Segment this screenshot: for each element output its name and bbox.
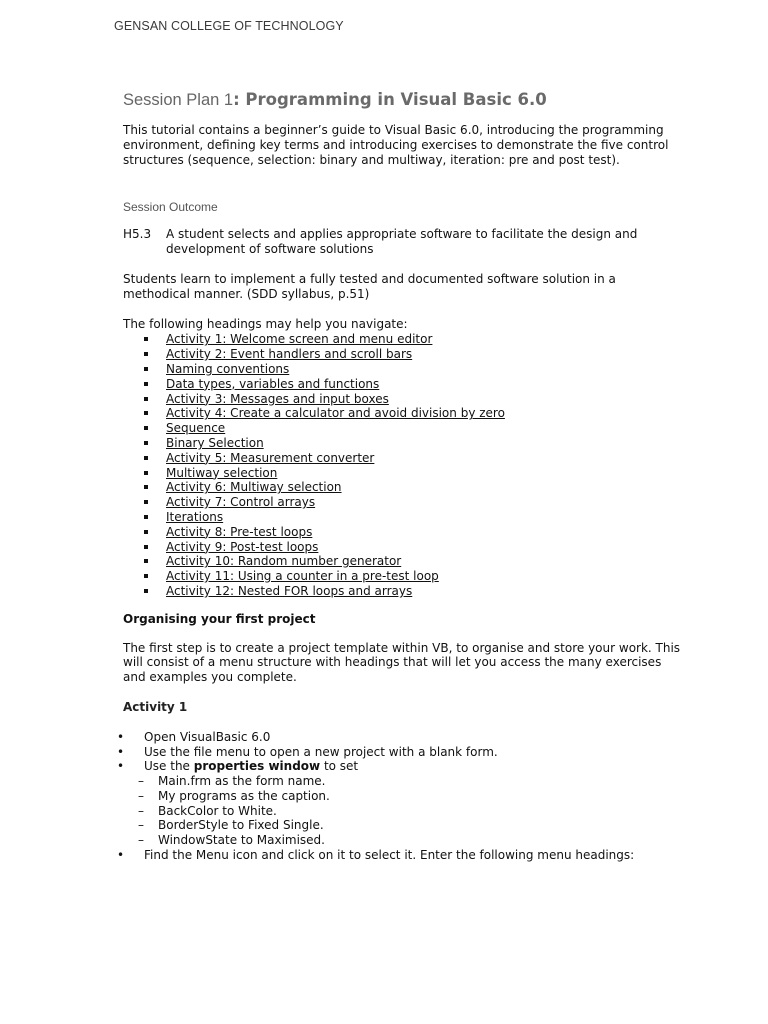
substep-text: BorderStyle to Fixed Single. — [158, 818, 324, 833]
substep-text: WindowState to Maximised. — [158, 833, 325, 848]
toc-link[interactable]: Activity 3: Messages and input boxes — [166, 391, 389, 406]
square-bullet-icon — [123, 406, 166, 421]
toc-link[interactable]: Activity 7: Control arrays — [166, 495, 316, 510]
toc-item — [123, 451, 683, 466]
page-title — [123, 88, 683, 112]
dash-icon: – — [138, 774, 144, 789]
bullet-icon: • — [117, 848, 125, 863]
toc-link[interactable]: Activity 4: Create a calculator and avoid division by zero — [166, 406, 505, 421]
organising-heading: Organising your first project — [123, 611, 316, 626]
square-bullet-icon — [123, 451, 166, 466]
toc-link[interactable]: Activity 10: Random number generator — [166, 554, 402, 569]
square-bullet-icon — [123, 332, 166, 347]
activity1-steps — [117, 730, 683, 863]
substep-item — [138, 774, 683, 789]
students-paragraph: Students learn to implement a fully tested and documented software solution in a methodical manner. (SDD syllabus, p.51) — [123, 271, 616, 301]
toc-link[interactable]: Activity 5: Measurement converter — [166, 450, 375, 465]
toc-link[interactable]: Data types, variables and functions — [166, 376, 380, 391]
toc-item — [123, 377, 683, 392]
substep-list — [117, 774, 683, 848]
substep-text: My programs as the caption. — [158, 788, 330, 803]
square-bullet-icon — [123, 421, 166, 436]
toc-item — [123, 554, 683, 569]
title-main: : Programming in Visual Basic 6.0 — [233, 90, 547, 109]
square-bullet-icon — [123, 436, 166, 451]
step-item — [117, 848, 683, 863]
bullet-icon: • — [117, 744, 125, 759]
substep-item — [138, 833, 683, 848]
dash-icon: – — [138, 803, 144, 818]
substep-text: BackColor to White. — [158, 803, 277, 818]
outcome-text: A student selects and applies appropriate software to facilitate the design and development of software solutions — [166, 227, 638, 257]
square-bullet-icon — [123, 584, 166, 599]
toc-link[interactable]: Activity 1: Welcome screen and menu editor — [166, 332, 433, 347]
toc-item — [123, 480, 683, 495]
bullet-icon: • — [117, 729, 125, 744]
step-text: Find the Menu icon and click on it to select it. Enter the following menu headings: — [144, 848, 635, 863]
step-text-pre: Use the — [144, 759, 194, 774]
toc-link[interactable]: Activity 9: Post-test loops — [166, 539, 319, 554]
organising-paragraph: The first step is to create a project template within VB, to organise and store your work. This will consist of a menu structure with headings that will let you access the many exercises and examples you complete. — [123, 640, 681, 685]
toc-item — [123, 347, 683, 362]
step-text — [144, 759, 358, 774]
dash-icon: – — [138, 833, 144, 848]
square-bullet-icon — [123, 392, 166, 407]
square-bullet-icon — [123, 347, 166, 362]
toc-item — [123, 510, 683, 525]
bullet-icon: • — [117, 759, 125, 774]
toc-item — [123, 392, 683, 407]
title-prefix: Session Plan 1 — [123, 91, 234, 109]
substep-item — [138, 789, 683, 804]
square-bullet-icon — [123, 540, 166, 555]
square-bullet-icon — [123, 525, 166, 540]
square-bullet-icon — [123, 510, 166, 525]
toc-item — [123, 466, 683, 481]
toc-item — [123, 525, 683, 540]
toc-link[interactable]: Activity 12: Nested FOR loops and arrays — [166, 583, 413, 598]
outcome-item — [123, 227, 683, 257]
outcome-code: H5.3 — [123, 227, 152, 242]
dash-icon: – — [138, 818, 144, 833]
square-bullet-icon — [123, 362, 166, 377]
square-bullet-icon — [123, 466, 166, 481]
square-bullet-icon — [123, 569, 166, 584]
toc-link[interactable]: Activity 8: Pre-test loops — [166, 524, 313, 539]
step-item — [117, 745, 683, 760]
toc-link[interactable]: Binary Selection — [166, 435, 264, 450]
substep-item — [138, 818, 683, 833]
step-text: Open VisualBasic 6.0 — [144, 729, 271, 744]
square-bullet-icon — [123, 480, 166, 495]
intro-paragraph: This tutorial contains a beginner’s guide to Visual Basic 6.0, introducing the programming environment, defining key terms and introducing exercises to demonstrate the five control structures (sequence, selection: binary and multiway, iteration: pre and post test). — [123, 123, 669, 167]
toc-link[interactable]: Iterations — [166, 509, 224, 524]
toc-link[interactable]: Activity 6: Multiway selection — [166, 480, 342, 495]
toc-link[interactable]: Sequence — [166, 421, 226, 436]
toc-item — [123, 421, 683, 436]
toc-item — [123, 495, 683, 510]
org-header: GENSAN COLLEGE OF TECHNOLOGY — [114, 19, 344, 33]
toc-item — [123, 362, 683, 377]
square-bullet-icon — [123, 495, 166, 510]
step-item — [117, 759, 683, 774]
step-item — [117, 730, 683, 745]
step-text: Use the file menu to open a new project with a blank form. — [144, 744, 498, 759]
session-outcome-heading: Session Outcome — [123, 200, 218, 215]
toc-list — [123, 332, 683, 598]
activity1-heading: Activity 1 — [123, 699, 188, 714]
square-bullet-icon — [123, 377, 166, 392]
substep-text: Main.frm as the form name. — [158, 774, 326, 789]
toc-item — [123, 569, 683, 584]
toc-item — [123, 332, 683, 347]
square-bullet-icon — [123, 554, 166, 569]
toc-item — [123, 584, 683, 599]
toc-item — [123, 406, 683, 421]
toc-link[interactable]: Naming conventions — [166, 361, 290, 376]
toc-item — [123, 540, 683, 555]
substeps — [117, 774, 683, 848]
step-text-bold: properties window — [193, 759, 321, 774]
dash-icon: – — [138, 788, 144, 803]
document-body — [117, 88, 683, 863]
substep-item — [138, 804, 683, 819]
toc-link[interactable]: Multiway selection — [166, 465, 278, 480]
step-text-post: to set — [320, 759, 359, 774]
toc-link[interactable]: Activity 2: Event handlers and scroll bars — [166, 347, 413, 362]
toc-link[interactable]: Activity 11: Using a counter in a pre-test loop — [166, 569, 439, 584]
navigation-intro: The following headings may help you navigate: — [123, 316, 408, 331]
toc-item — [123, 436, 683, 451]
